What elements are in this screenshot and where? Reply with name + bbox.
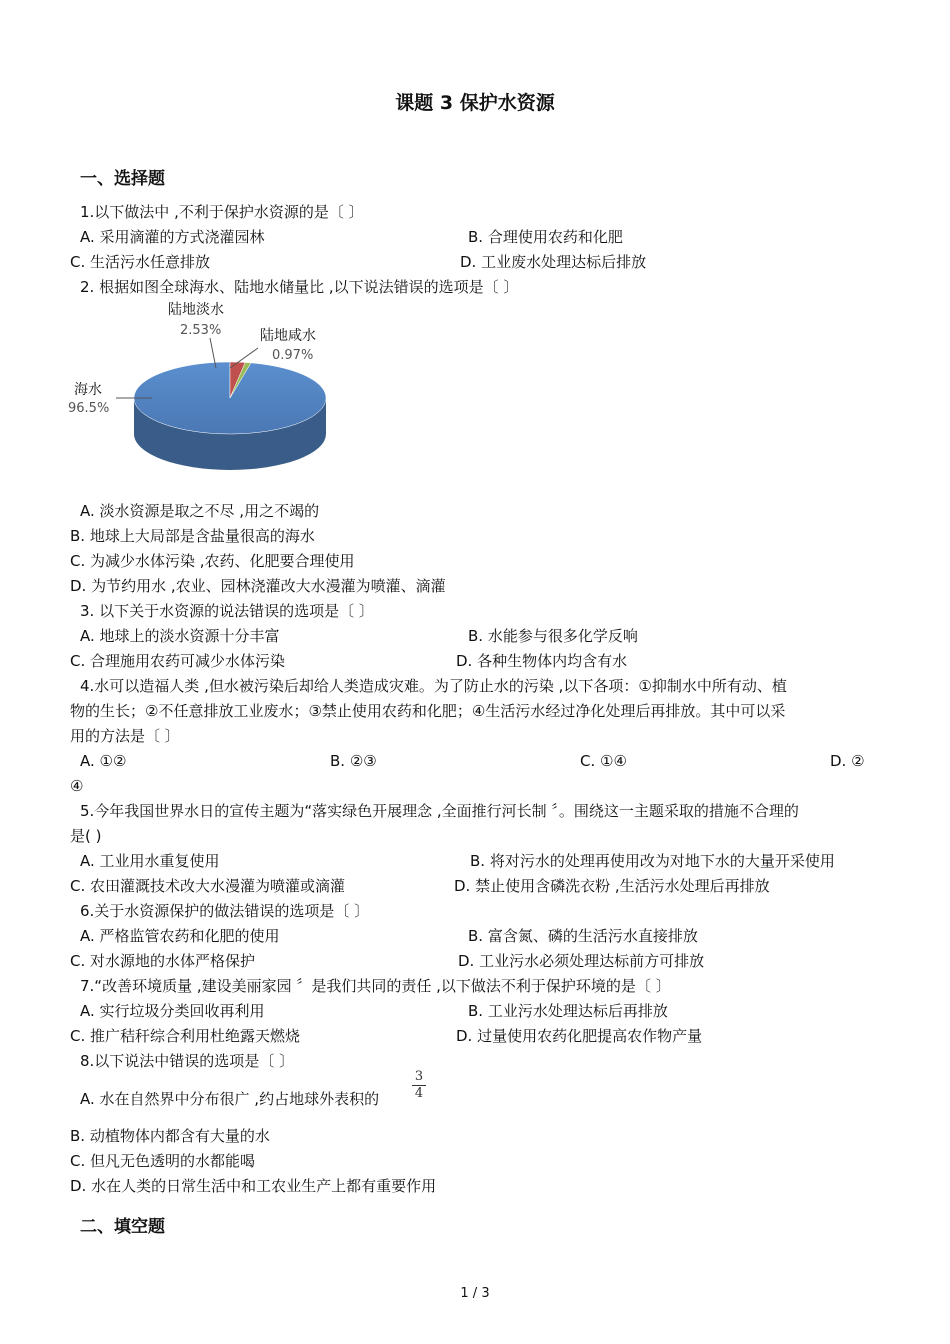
q3-option-b: B. 水能参与很多化学反响 xyxy=(468,627,638,645)
pie-chart xyxy=(60,296,360,496)
q5-option-c: C. 农田灌溉技术改大水漫灌为喷灌或滴灌 xyxy=(70,877,346,895)
q1-stem: 1.以下做法中 ,不利于保护水资源的是〔 〕 xyxy=(80,203,364,221)
fraction-three-quarters xyxy=(412,1070,426,1101)
q3-option-a: A. 地球上的淡水资源十分丰富 xyxy=(80,627,280,645)
q6-option-a: A. 严格监管农药和化肥的使用 xyxy=(80,927,280,945)
q4-option-d: D. ② xyxy=(830,752,865,770)
q7-option-b: B. 工业污水处理达标后再排放 xyxy=(468,1002,668,1020)
q6-option-b: B. 富含氮、磷的生活污水直接排放 xyxy=(468,927,698,945)
q1-option-b: B. 合理使用农药和化肥 xyxy=(468,228,623,246)
q7-option-d: D. 过量使用农药化肥提高农作物产量 xyxy=(456,1027,703,1045)
section-heading-choice: 一、选择题 xyxy=(80,169,165,189)
q8-option-d: D. 水在人类的日常生活中和工农业生产上都有重要作用 xyxy=(70,1177,437,1195)
q4-option-b: B. ②③ xyxy=(330,752,377,770)
q7-option-c: C. 推广秸秆综合利用杜绝露天燃烧 xyxy=(70,1027,301,1045)
q5-option-d: D. 禁止使用含磷洗衣粉 ,生活污水处理后再排放 xyxy=(454,877,770,895)
q6-stem: 6.关于水资源保护的做法错误的选项是〔 〕 xyxy=(80,902,370,920)
q3-stem: 3. 以下关于水资源的说法错误的选项是〔 〕 xyxy=(80,602,374,620)
page-title: 课题 3 保护水资源 xyxy=(395,92,555,114)
q3-option-c: C. 合理施用农药可减少水体污染 xyxy=(70,652,286,670)
q8-option-a: A. 水在自然界中分布很广 ,约占地球外表积的 xyxy=(80,1090,380,1108)
q4-stem-line2: 物的生长；②不任意排放工业废水；③禁止使用农药和化肥；④生活污水经过净化处理后再排放。其中可以采 xyxy=(70,702,786,720)
q4-option-c: C. ①④ xyxy=(580,752,627,770)
q4-stem-line1: 4.水可以造福人类 ,但水被污染后却给人类造成灾难。为了防止水的污染 ,以下各项：①抑制水中所有动、植 xyxy=(80,677,787,695)
q4-stem-line3: 用的方法是〔 〕 xyxy=(70,727,180,745)
q5-option-b: B. 将对污水的处理再使用改为对地下水的大量开采使用 xyxy=(470,852,835,870)
q2-option-d: D. 为节约用水 ,农业、园林浇灌改大水漫灌为喷灌、滴灌 xyxy=(70,577,446,595)
pie-pct-sea: 96.5% xyxy=(68,401,110,416)
page-number: 1 / 3 xyxy=(460,1286,490,1301)
q2-option-c: C. 为减少水体污染 ,农药、化肥要合理使用 xyxy=(70,552,355,570)
q1-option-d: D. 工业废水处理达标后排放 xyxy=(460,253,647,271)
section-heading-fill: 二、填空题 xyxy=(80,1217,165,1237)
pie-label-sea: 海水 xyxy=(74,382,102,398)
q2-option-a: A. 淡水资源是取之不尽 ,用之不竭的 xyxy=(80,502,320,520)
q8-option-b: B. 动植物体内都含有大量的水 xyxy=(70,1127,270,1145)
q1-option-a: A. 采用滴灌的方式浇灌园林 xyxy=(80,228,265,246)
pie-pct-salt: 0.97% xyxy=(272,348,314,363)
q5-stem-line1: 5.今年我国世界水日的宣传主题为“落实绿色开展理念 ,全面推行河长制 〞。围绕这一主题采取的措施不合理的 xyxy=(80,802,799,820)
q7-option-a: A. 实行垃圾分类回收再利用 xyxy=(80,1002,265,1020)
q6-option-c: C. 对水源地的水体严格保护 xyxy=(70,952,256,970)
q2-stem: 2. 根据如图全球海水、陆地水储量比 ,以下说法错误的选项是〔 〕 xyxy=(80,278,519,296)
q6-option-d: D. 工业污水必须处理达标前方可排放 xyxy=(458,952,705,970)
q5-option-a: A. 工业用水重复使用 xyxy=(80,852,220,870)
q5-stem-line2: 是( ) xyxy=(70,827,102,845)
q4-option-d-wrap: ④ xyxy=(70,777,84,795)
fraction-denominator: 4 xyxy=(414,1086,424,1101)
q1-option-c: C. 生活污水任意排放 xyxy=(70,253,211,271)
fraction-numerator: 3 xyxy=(414,1069,424,1084)
pie-pct-fresh: 2.53% xyxy=(180,323,222,338)
q2-option-b: B. 地球上大局部是含盐量很高的海水 xyxy=(70,527,315,545)
pie-label-fresh: 陆地淡水 xyxy=(168,302,224,318)
pie-label-salt: 陆地咸水 xyxy=(260,328,316,344)
q8-stem: 8.以下说法中错误的选项是〔 〕 xyxy=(80,1052,295,1070)
q8-option-c: C. 但凡无色透明的水都能喝 xyxy=(70,1152,256,1170)
q7-stem: 7.“改善环境质量 ,建设美丽家园 〞是我们共同的责任 ,以下做法不利于保护环境的是〔 〕 xyxy=(80,977,671,995)
q4-option-a: A. ①② xyxy=(80,752,127,770)
q3-option-d: D. 各种生物体内均含有水 xyxy=(456,652,628,670)
